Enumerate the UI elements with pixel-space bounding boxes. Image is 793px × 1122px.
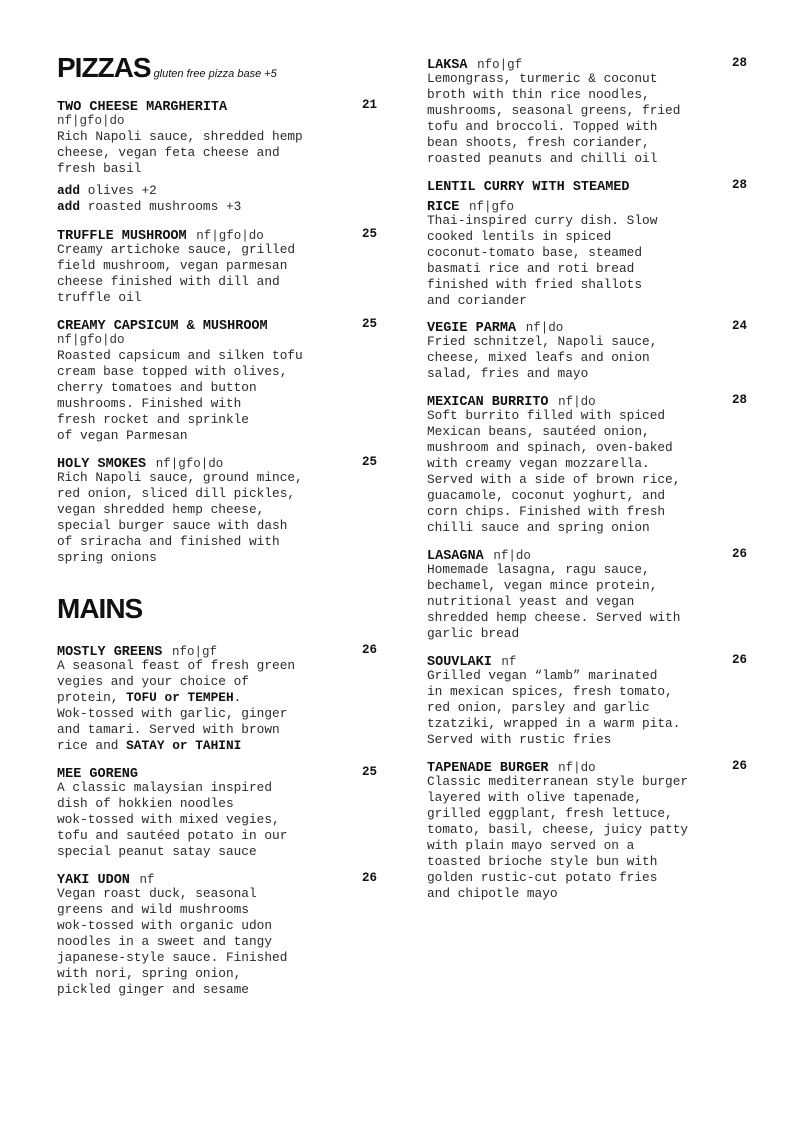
item-tags: nfo|gf — [171, 645, 217, 659]
item-desc-line: mushrooms. Finished with — [57, 396, 242, 411]
item-desc-line: bean shoots, fresh coriander, — [427, 135, 650, 150]
item-desc-line: pickled ginger and sesame — [57, 982, 249, 997]
item-desc-line: mushroom and spinach, oven-baked — [427, 440, 673, 455]
menu-item-lasagna — [427, 546, 747, 642]
item-desc-line: finished with fried shallots — [427, 277, 643, 292]
item-name: VEGIE PARMA — [427, 321, 517, 336]
item-desc-line: special burger sauce with dash — [57, 518, 288, 533]
item-desc-line: Soft burrito filled with spiced — [427, 408, 666, 423]
item-desc-line: guacamole, coconut yoghurt, and — [427, 488, 666, 503]
item-desc-line: wok-tossed with mixed vegies, — [57, 812, 280, 827]
item-desc-line: roasted peanuts and chilli oil — [427, 151, 658, 166]
item-desc-line: red onion, parsley and garlic — [427, 700, 650, 715]
protein-choice: TOFU or TEMPEH — [126, 690, 234, 705]
pizzas-section-note: gluten free pizza base +5 — [153, 68, 277, 80]
item-desc-line: of sriracha and finished with — [57, 534, 280, 549]
item-name: YAKI UDON — [57, 873, 130, 888]
item-name: MEXICAN BURRITO — [427, 395, 549, 410]
item-desc-line: nutritional yeast and vegan — [427, 594, 635, 609]
item-name: TWO CHEESE MARGHERITA — [57, 100, 228, 115]
item-price: 25 — [361, 455, 377, 469]
item-desc-line: in mexican spices, fresh tomato, — [427, 684, 673, 699]
item-desc-line: corn chips. Finished with fresh — [427, 504, 666, 519]
menu-item-mostly-greens — [57, 642, 377, 754]
item-desc-line: Rich Napoli sauce, shredded hemp — [57, 129, 303, 144]
item-desc-line: spring onions — [57, 550, 157, 565]
item-desc-line: chilli sauce and spring onion — [427, 520, 650, 535]
item-desc-line: truffle oil — [57, 290, 142, 305]
sauce-choice: SATAY or TAHINI — [126, 738, 242, 753]
item-desc-line: and tamari. Served with brown — [57, 722, 280, 737]
item-name: TRUFFLE MUSHROOM — [57, 229, 187, 244]
item-desc-line: cheese, mixed leafs and onion — [427, 350, 650, 365]
item-desc-line: Served with a side of brown rice, — [427, 472, 681, 487]
item-price: 28 — [731, 56, 747, 70]
item-tags: nf|do — [558, 761, 596, 775]
menu-item-creamy-capsicum-mushroom — [57, 316, 377, 444]
item-desc-line: dish of hokkien noodles — [57, 796, 234, 811]
item-tags: nf|do — [525, 321, 564, 335]
item-desc-line: rice and SATAY or TAHINI — [57, 738, 242, 753]
item-desc-line: toasted brioche style bun with — [427, 854, 658, 869]
item-name-line2: RICE — [427, 200, 460, 215]
item-desc-line: noodles in a sweet and tangy — [57, 934, 273, 949]
item-name: LAKSA — [427, 58, 468, 73]
menu-item-two-cheese-margherita — [57, 97, 377, 215]
item-desc-line: Vegan roast duck, seasonal — [57, 886, 257, 901]
item-price: 26 — [361, 643, 377, 657]
item-name: CREAMY CAPSICUM & MUSHROOM — [57, 319, 268, 334]
item-desc-line: Wok-tossed with garlic, ginger — [57, 706, 288, 721]
item-desc-line: and coriander — [427, 293, 527, 308]
menu-item-truffle-mushroom — [57, 226, 377, 306]
menu-item-lentil-curry — [427, 177, 747, 309]
item-desc-line: cream base topped with olives, — [57, 364, 288, 379]
item-name: LENTIL CURRY WITH STEAMED — [427, 180, 630, 195]
item-name: SOUVLAKI — [427, 655, 492, 670]
item-price: 26 — [731, 759, 747, 773]
item-desc-line: tomato, basil, cheese, juicy patty — [427, 822, 689, 837]
menu-item-tapenade-burger — [427, 758, 747, 902]
item-desc-line: and chipotle mayo — [427, 886, 558, 901]
item-price: 21 — [361, 98, 377, 112]
item-desc-line: protein, TOFU or TEMPEH. — [57, 690, 242, 705]
item-tags: nf|do — [493, 549, 531, 563]
item-price: 26 — [731, 547, 747, 561]
item-name: LASAGNA — [427, 549, 484, 564]
item-price: 25 — [361, 227, 377, 241]
item-desc-line: Served with rustic fries — [427, 732, 612, 747]
item-desc-line: Classic mediterranean style burger — [427, 774, 689, 789]
item-desc-line: Lemongrass, turmeric & coconut — [427, 71, 658, 86]
item-desc-line: Mexican beans, sautéed onion, — [427, 424, 650, 439]
menu-item-laksa — [427, 55, 747, 167]
item-desc-line: special peanut satay sauce — [57, 844, 257, 859]
item-tags: nf|gfo — [469, 200, 515, 214]
item-desc-line: golden rustic-cut potato fries — [427, 870, 658, 885]
item-price: 28 — [731, 178, 747, 192]
item-desc-line: Roasted capsicum and silken tofu — [57, 348, 303, 363]
menu-item-holy-smokes — [57, 454, 377, 566]
menu-item-souvlaki — [427, 652, 747, 748]
item-desc-line: Fried schnitzel, Napoli sauce, — [427, 334, 658, 349]
item-tags: nf — [139, 873, 155, 887]
item-price: 26 — [361, 871, 377, 885]
item-desc-line: coconut-tomato base, steamed — [427, 245, 643, 260]
menu-item-mee-goreng — [57, 764, 377, 860]
item-desc-line: layered with olive tapenade, — [427, 790, 643, 805]
item-tags: nf — [501, 655, 517, 669]
menu-item-yaki-udon — [57, 870, 377, 998]
item-desc-line: shredded hemp cheese. Served with — [427, 610, 681, 625]
item-tags: nf|gfo|do — [155, 457, 224, 471]
item-desc-line: cooked lentils in spiced — [427, 229, 612, 244]
item-name: TAPENADE BURGER — [427, 761, 549, 776]
item-desc-line: salad, fries and mayo — [427, 366, 589, 381]
item-tags: nfo|gf — [477, 58, 523, 72]
pizzas-section-header — [57, 52, 277, 84]
item-desc-line: wok-tossed with organic udon — [57, 918, 273, 933]
item-desc-line: garlic bread — [427, 626, 520, 641]
item-desc-line: fresh basil — [57, 161, 142, 176]
item-desc-line: cheese, vegan feta cheese and — [57, 145, 280, 160]
item-desc-line: with nori, spring onion, — [57, 966, 242, 981]
item-desc-line: vegies and your choice of — [57, 674, 249, 689]
pizzas-section-title: PIZZAS — [57, 52, 151, 83]
menu-item-mexican-burrito — [427, 392, 747, 536]
item-desc-line: greens and wild mushrooms — [57, 902, 249, 917]
mains-section-header — [57, 593, 142, 625]
item-desc-line: Creamy artichoke sauce, grilled — [57, 242, 296, 257]
item-desc-line: basmati rice and roti bread — [427, 261, 635, 276]
item-tags: nf|gfo|do — [57, 333, 125, 347]
item-price: 25 — [361, 765, 377, 779]
item-desc-line: mushrooms, seasonal greens, fried — [427, 103, 681, 118]
item-desc-line: cherry tomatoes and button — [57, 380, 257, 395]
item-desc-line: Rich Napoli sauce, ground mince, — [57, 470, 303, 485]
menu-item-vegie-parma — [427, 318, 747, 382]
item-price: 26 — [731, 653, 747, 667]
mains-section-title: MAINS — [57, 593, 143, 624]
item-name: MEE GORENG — [57, 767, 139, 782]
item-desc-line: bechamel, vegan mince protein, — [427, 578, 658, 593]
item-name: MOSTLY GREENS — [57, 645, 163, 660]
item-desc-line: Grilled vegan “lamb” marinated — [427, 668, 658, 683]
item-price: 25 — [361, 317, 377, 331]
item-desc-line: japanese-style sauce. Finished — [57, 950, 288, 965]
item-desc-line: field mushroom, vegan parmesan — [57, 258, 288, 273]
item-desc-line: fresh rocket and sprinkle — [57, 412, 249, 427]
item-desc-line: cheese finished with dill and — [57, 274, 280, 289]
item-desc-line: A seasonal feast of fresh green — [57, 658, 296, 673]
addon-roasted-mushrooms: add roasted mushrooms +3 — [57, 199, 242, 214]
item-desc-line: A classic malaysian inspired — [57, 780, 273, 795]
item-desc-line: Homemade lasagna, ragu sauce, — [427, 562, 650, 577]
item-desc-line: tzatziki, wrapped in a warm pita. — [427, 716, 681, 731]
addon-olives: add olives +2 — [57, 183, 157, 198]
item-name: HOLY SMOKES — [57, 457, 147, 472]
item-price: 28 — [731, 393, 747, 407]
item-price: 24 — [731, 319, 747, 333]
item-desc-line: broth with thin rice noodles, — [427, 87, 650, 102]
item-tags: nf|gfo|do — [196, 229, 264, 243]
item-desc-line: vegan shredded hemp cheese, — [57, 502, 265, 517]
item-desc-line: grilled eggplant, fresh lettuce, — [427, 806, 673, 821]
item-desc-line: tofu and broccoli. Topped with — [427, 119, 658, 134]
item-desc-line: with plain mayo served on a — [427, 838, 635, 853]
item-desc-line: red onion, sliced dill pickles, — [57, 486, 296, 501]
item-desc-line: of vegan Parmesan — [57, 428, 188, 443]
item-desc-line: tofu and sautéed potato in our — [57, 828, 288, 843]
item-tags: nf|gfo|do — [57, 114, 125, 128]
item-desc-line: with creamy vegan mozzarella. — [427, 456, 650, 471]
item-tags: nf|do — [558, 395, 596, 409]
item-desc-line: Thai-inspired curry dish. Slow — [427, 213, 658, 228]
